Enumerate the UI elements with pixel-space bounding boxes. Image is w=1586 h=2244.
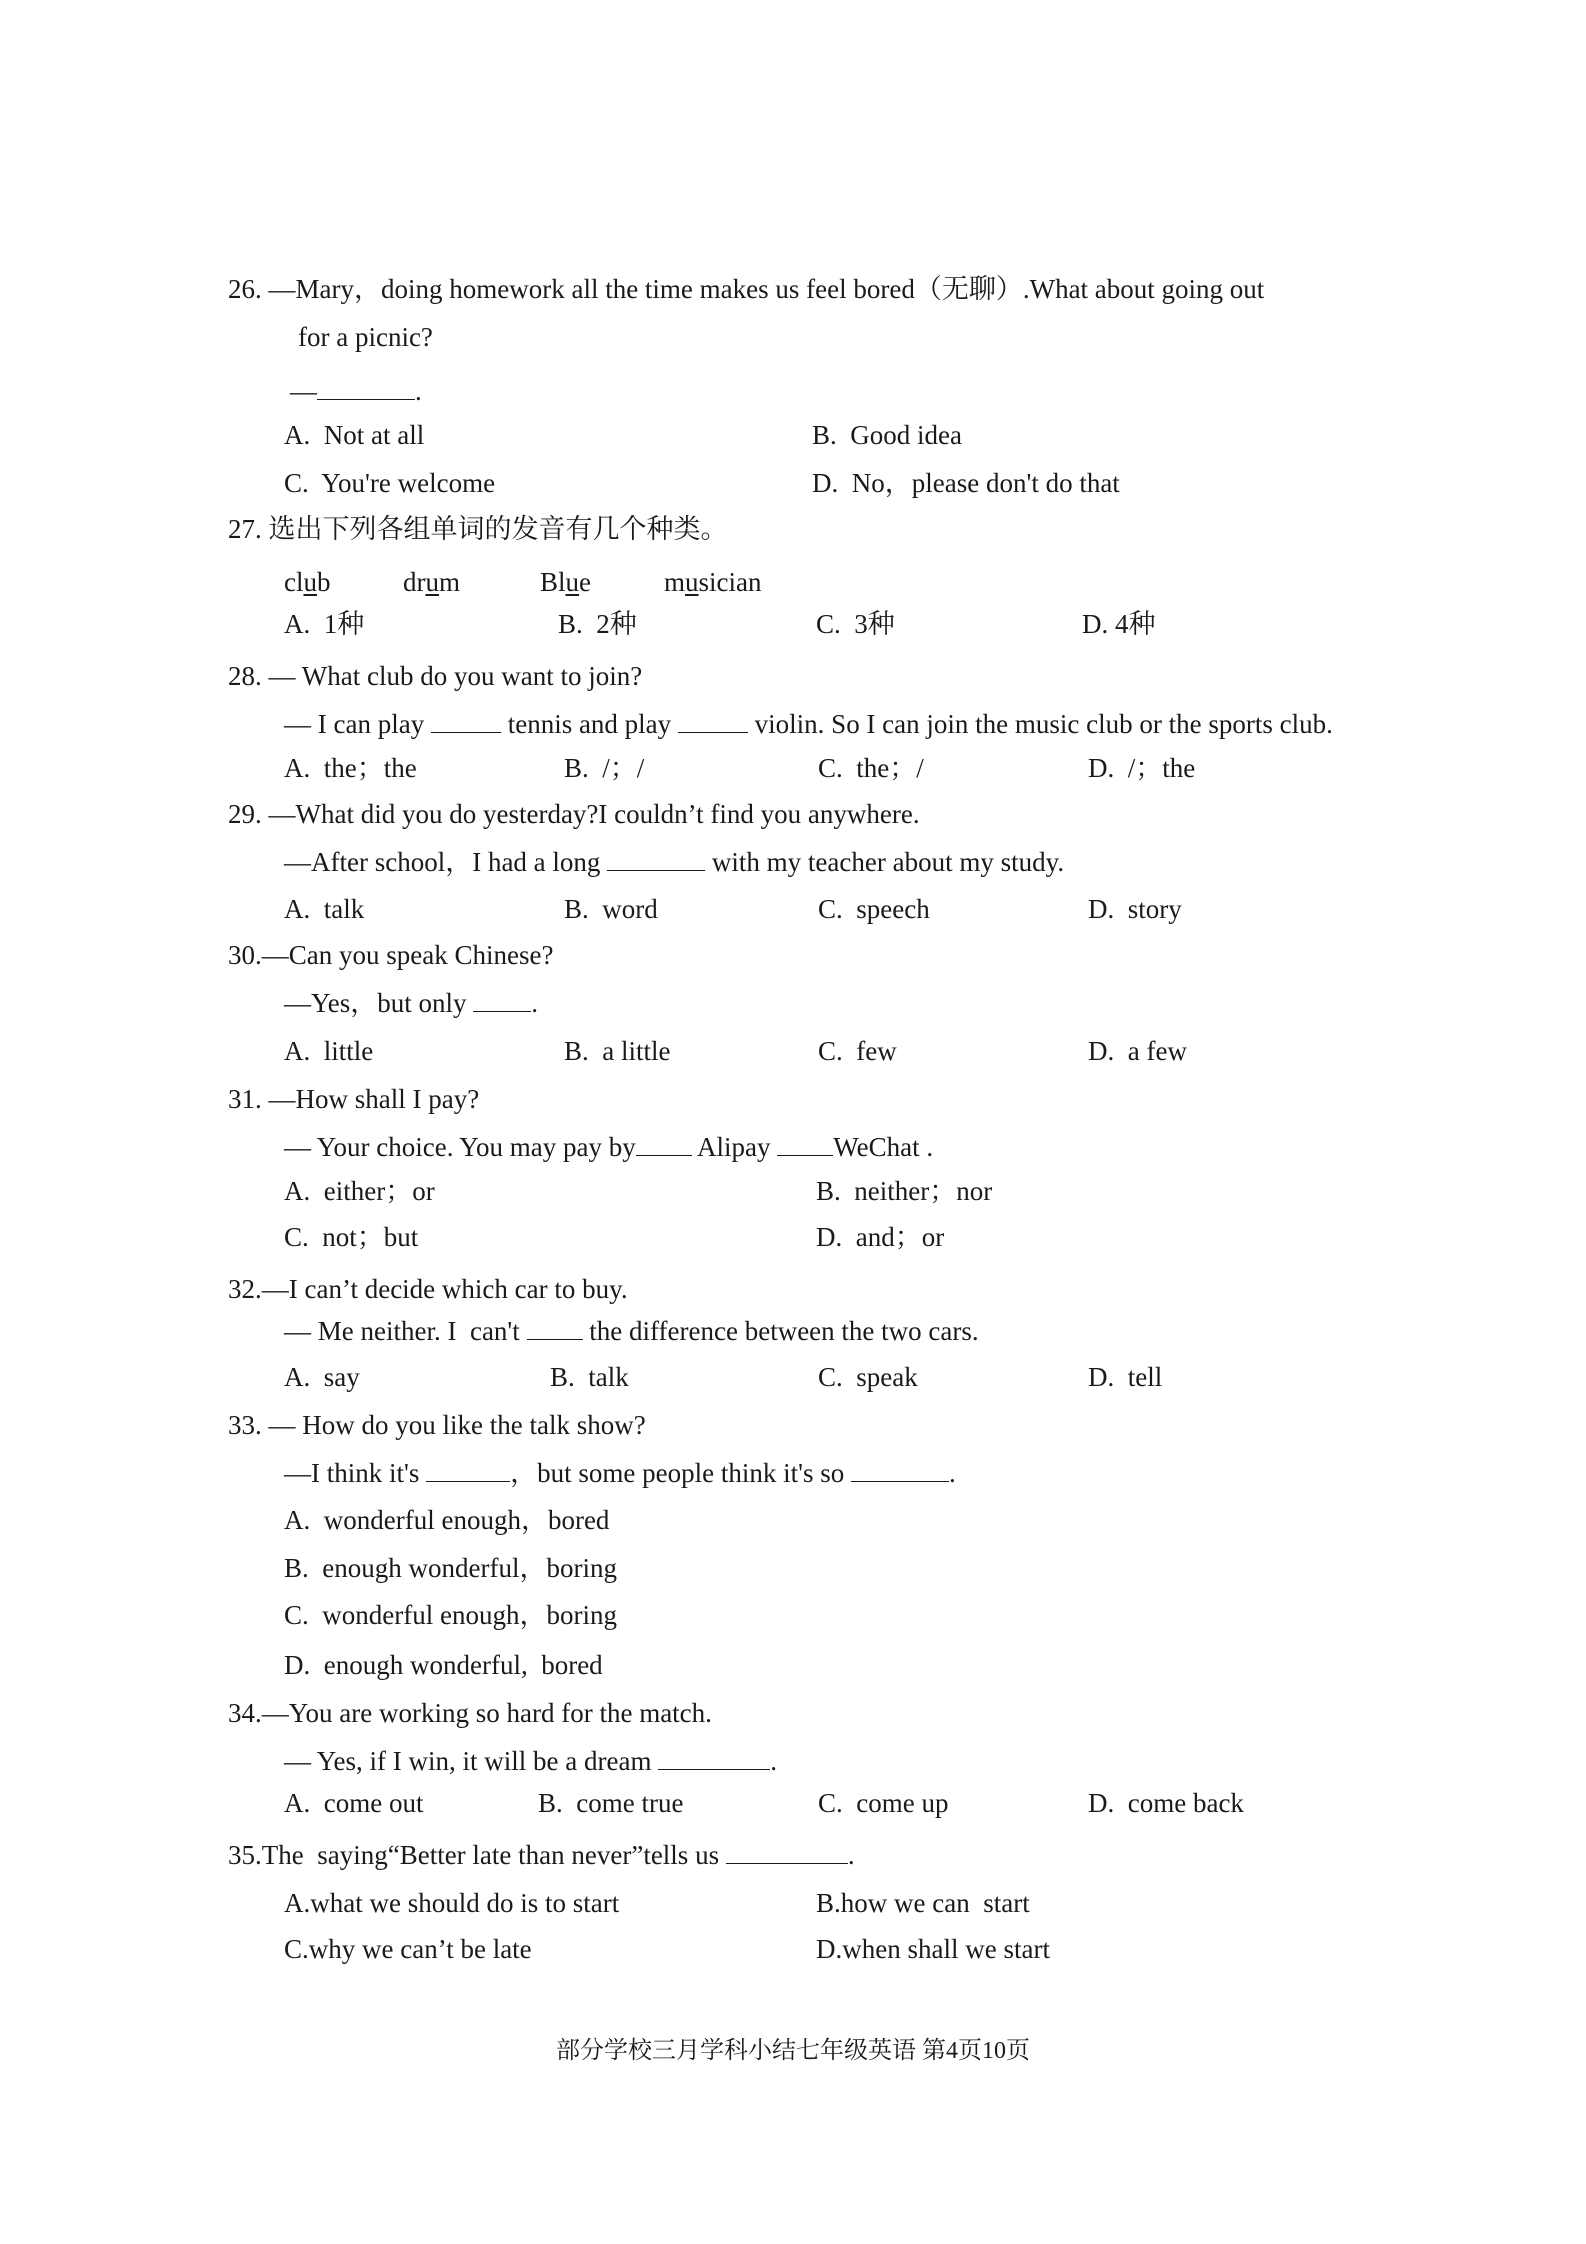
q34-option-b: B. come true	[538, 1788, 684, 1818]
q34-stem: 34.—You are working so hard for the match.	[228, 1698, 712, 1728]
q34-blank	[658, 1745, 770, 1770]
q29-option-d: D. story	[1088, 894, 1182, 924]
q28-stem: 28. — What club do you want to join?	[228, 661, 643, 691]
q33-blank-1	[426, 1457, 510, 1482]
q33-option-c: C. wonderful enough，boring	[284, 1600, 617, 1630]
q31-stem: 31. —How shall I pay?	[228, 1084, 480, 1114]
q32-option-c: C. speak	[818, 1362, 918, 1392]
q34-option-a: A. come out	[284, 1788, 424, 1818]
q31-option-d: D. and；or	[816, 1222, 945, 1252]
q26-option-d: D. No，please don't do that	[812, 468, 1120, 498]
q30-blank	[473, 987, 531, 1012]
q29-blank	[607, 846, 705, 871]
q27-option-b: B. 2种	[558, 609, 637, 639]
q32-option-a: A. say	[284, 1362, 360, 1392]
q28-blank-2	[678, 708, 748, 733]
q26-dash: —	[290, 376, 317, 406]
q27-option-a: A. 1种	[284, 609, 365, 639]
q26-option-c: C. You're welcome	[284, 468, 496, 498]
q28-blank-1	[431, 708, 501, 733]
q29-stem: 29. —What did you do yesterday?I couldn’t find you anywhere.	[228, 799, 920, 829]
q31-option-a: A. either；or	[284, 1176, 435, 1206]
q33-option-b: B. enough wonderful，boring	[284, 1553, 617, 1583]
q28-option-a: A. the；the	[284, 753, 417, 783]
q28-response: — I can play tennis and play violin. So I can join the music club or the sports club.	[284, 709, 1333, 739]
q26-stem-line2: for a picnic?	[298, 322, 433, 352]
q30-option-c: C. few	[818, 1036, 897, 1066]
q33-option-d: D. enough wonderful, bored	[284, 1650, 603, 1680]
q29-option-c: C. speech	[818, 894, 930, 924]
q32-option-d: D. tell	[1088, 1362, 1163, 1392]
q33-response: —I think it's ，but some people think it's so .	[284, 1458, 956, 1488]
q33-option-a: A. wonderful enough，bored	[284, 1505, 610, 1535]
q26-option-b: B. Good idea	[812, 420, 962, 450]
q35-blank	[726, 1839, 848, 1864]
q27-word-3: Blue	[540, 567, 591, 597]
q33-stem: 33. — How do you like the talk show?	[228, 1410, 646, 1440]
q35-stem: 35.The saying“Better late than never”tells us .	[228, 1840, 855, 1870]
q29-option-b: B. word	[564, 894, 658, 924]
q35-option-d: D.when shall we start	[816, 1934, 1050, 1964]
q34-response: — Yes, if I win, it will be a dream .	[284, 1746, 777, 1776]
q31-response: — Your choice. You may pay by Alipay WeChat .	[284, 1132, 934, 1162]
q26-answer-line	[290, 374, 422, 408]
q27-word-4: musician	[664, 567, 762, 597]
q32-blank	[527, 1315, 583, 1340]
page-footer: 部分学校三月学科小结七年级英语 第4页10页	[556, 2038, 1030, 2064]
q32-response: — Me neither. I can't the difference between the two cars.	[284, 1316, 979, 1346]
q26-blank-end: .	[415, 376, 422, 406]
q35-option-c: C.why we can’t be late	[284, 1934, 532, 1964]
q27-option-c: C. 3种	[816, 609, 895, 639]
q35-option-a: A.what we should do is to start	[284, 1888, 620, 1918]
q26-option-a: A. Not at all	[284, 420, 425, 450]
q28-option-d: D. /；the	[1088, 753, 1196, 783]
q30-stem: 30.—Can you speak Chinese?	[228, 940, 554, 970]
q34-option-c: C. come up	[818, 1788, 949, 1818]
q27-word-1: club	[284, 567, 331, 597]
q27-option-d: D. 4种	[1082, 609, 1156, 639]
q35-option-b: B.how we can start	[816, 1888, 1030, 1918]
q26-blank	[317, 375, 415, 400]
q34-option-d: D. come back	[1088, 1788, 1244, 1818]
q32-stem: 32.—I can’t decide which car to buy.	[228, 1274, 628, 1304]
q31-blank-1	[636, 1131, 692, 1156]
q31-option-c: C. not；but	[284, 1222, 419, 1252]
q32-option-b: B. talk	[550, 1362, 629, 1392]
q27-stem: 27. 选出下列各组单词的发音有几个种类。	[228, 514, 728, 544]
q29-option-a: A. talk	[284, 894, 365, 924]
q30-response: —Yes，but only .	[284, 988, 539, 1018]
q30-option-b: B. a little	[564, 1036, 671, 1066]
q33-blank-2	[851, 1457, 949, 1482]
q30-option-d: D. a few	[1088, 1036, 1187, 1066]
q28-option-b: B. /；/	[564, 753, 645, 783]
q31-blank-2	[777, 1131, 833, 1156]
q27-word-2: drum	[403, 567, 461, 597]
q30-option-a: A. little	[284, 1036, 374, 1066]
q26-stem-line1: 26. —Mary，doing homework all the time makes us feel bored（无聊）.What about going out	[228, 274, 1265, 304]
q31-option-b: B. neither；nor	[816, 1176, 993, 1206]
q29-response: —After school，I had a long with my teacher about my study.	[284, 847, 1065, 877]
q28-option-c: C. the；/	[818, 753, 924, 783]
